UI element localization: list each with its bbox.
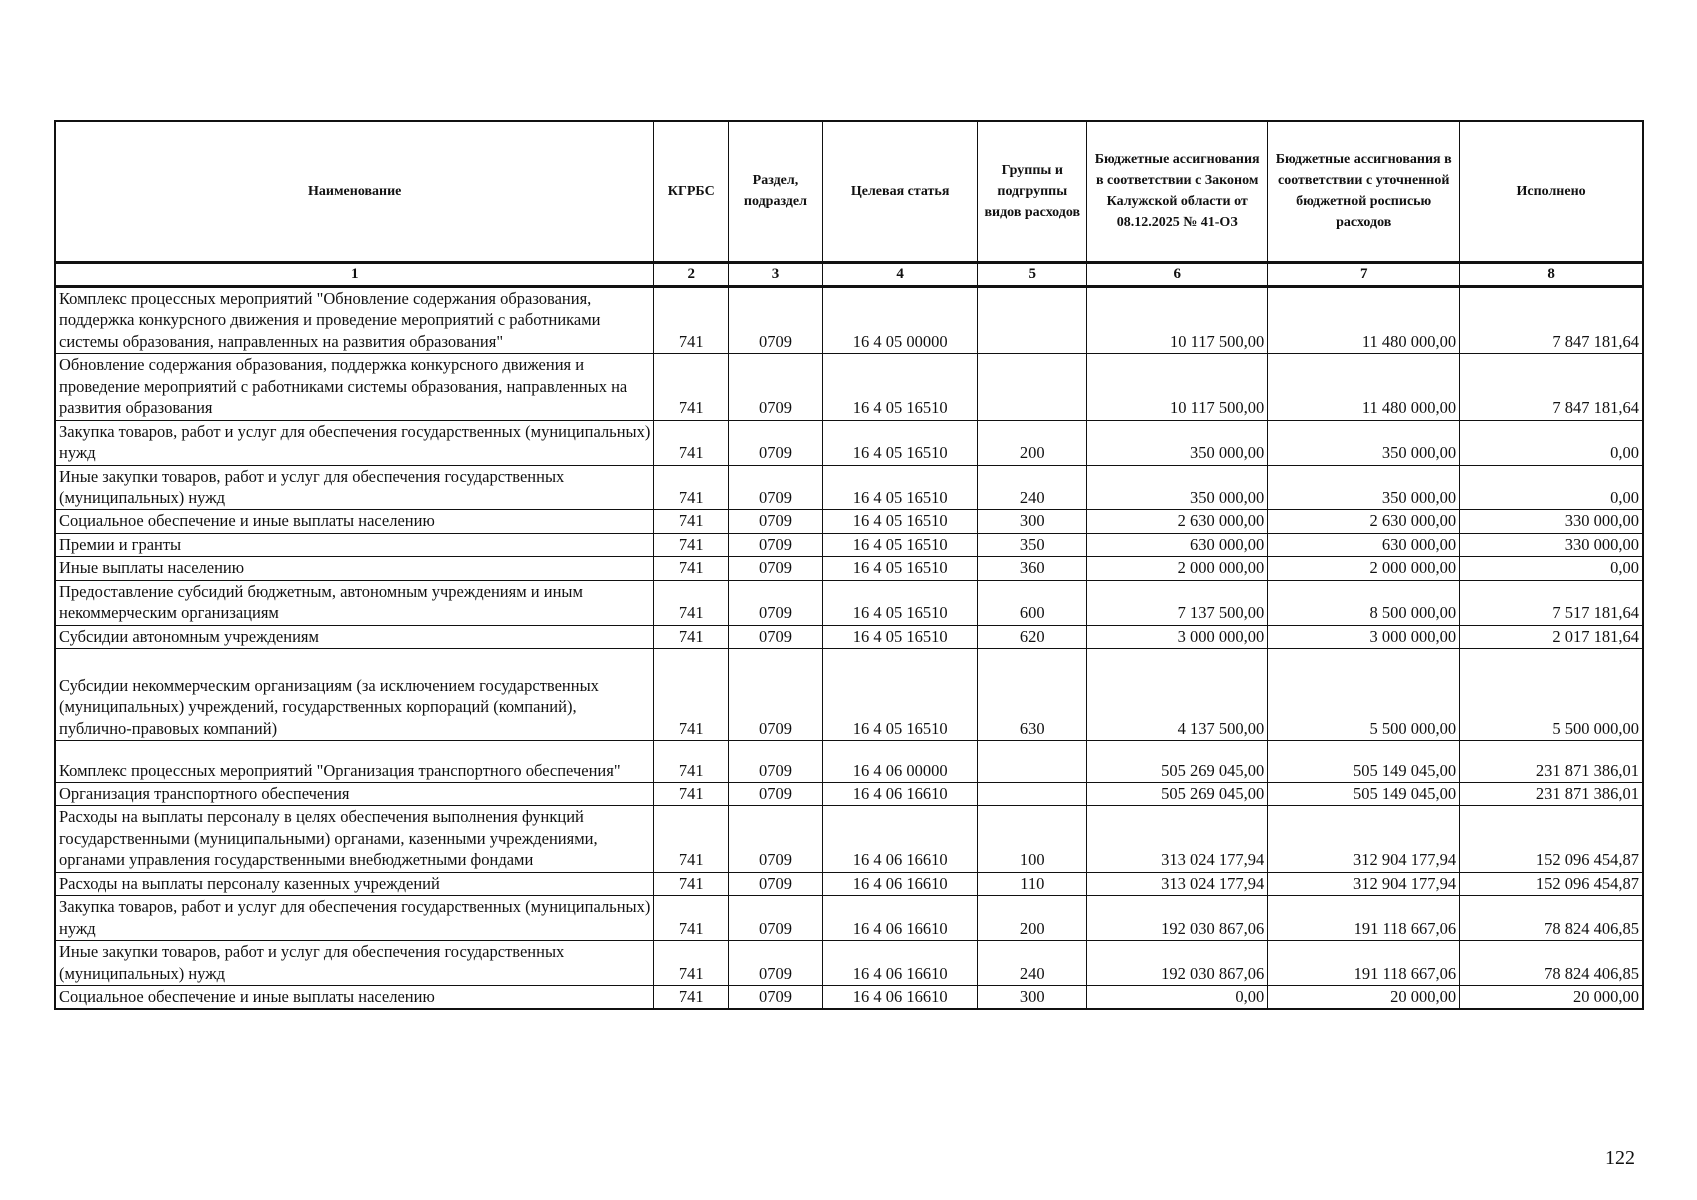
row-section: 0709 <box>729 985 823 1009</box>
row-group: 240 <box>978 465 1087 510</box>
table-row <box>55 783 1643 806</box>
row-section: 0709 <box>729 557 823 580</box>
column-number: 8 <box>1460 263 1643 287</box>
row-kgrbs: 741 <box>654 510 729 533</box>
row-law: 192 030 867,06 <box>1087 941 1268 986</box>
row-law: 2 000 000,00 <box>1087 557 1268 580</box>
row-refined: 5 500 000,00 <box>1268 649 1460 741</box>
row-section: 0709 <box>729 649 823 741</box>
row-section: 0709 <box>729 872 823 895</box>
table-row <box>55 941 1643 986</box>
row-refined: 350 000,00 <box>1268 420 1460 465</box>
row-executed: 7 517 181,64 <box>1460 580 1643 625</box>
row-law: 350 000,00 <box>1087 420 1268 465</box>
row-target: 16 4 06 16610 <box>822 941 978 986</box>
row-target: 16 4 05 16510 <box>822 420 978 465</box>
row-target: 16 4 06 16610 <box>822 806 978 872</box>
row-section: 0709 <box>729 465 823 510</box>
row-kgrbs: 741 <box>654 649 729 741</box>
row-target: 16 4 06 16610 <box>822 783 978 806</box>
row-law: 7 137 500,00 <box>1087 580 1268 625</box>
column-number: 2 <box>654 263 729 287</box>
row-name: Организация транспортного обеспечения <box>55 783 654 806</box>
row-group <box>978 287 1087 354</box>
row-section: 0709 <box>729 533 823 556</box>
table-row <box>55 557 1643 580</box>
row-law: 0,00 <box>1087 985 1268 1009</box>
table-row <box>55 510 1643 533</box>
row-section: 0709 <box>729 354 823 420</box>
row-refined: 191 118 667,06 <box>1268 896 1460 941</box>
row-executed: 231 871 386,01 <box>1460 741 1643 783</box>
table-row <box>55 465 1643 510</box>
row-section: 0709 <box>729 896 823 941</box>
row-kgrbs: 741 <box>654 896 729 941</box>
row-executed: 152 096 454,87 <box>1460 806 1643 872</box>
row-group <box>978 354 1087 420</box>
table-row <box>55 287 1643 354</box>
row-name: Премии и гранты <box>55 533 654 556</box>
row-section: 0709 <box>729 287 823 354</box>
row-group: 300 <box>978 985 1087 1009</box>
table-row <box>55 985 1643 1009</box>
row-kgrbs: 741 <box>654 465 729 510</box>
row-name: Закупка товаров, работ и услуг для обеспечения государственных (муниципальных) нужд <box>55 896 654 941</box>
row-target: 16 4 05 16510 <box>822 354 978 420</box>
row-executed: 330 000,00 <box>1460 510 1643 533</box>
row-executed: 78 824 406,85 <box>1460 896 1643 941</box>
row-target: 16 4 05 16510 <box>822 580 978 625</box>
row-law: 3 000 000,00 <box>1087 625 1268 648</box>
row-law: 350 000,00 <box>1087 465 1268 510</box>
row-executed: 20 000,00 <box>1460 985 1643 1009</box>
row-group: 200 <box>978 896 1087 941</box>
header-law: Бюджетные ассигнования в соответствии с Законом Калужской области от 08.12.2025 № 41-ОЗ <box>1087 121 1268 263</box>
column-number-row <box>55 263 1643 287</box>
row-name: Закупка товаров, работ и услуг для обеспечения государственных (муниципальных) нужд <box>55 420 654 465</box>
row-law: 630 000,00 <box>1087 533 1268 556</box>
row-name: Субсидии автономным учреждениям <box>55 625 654 648</box>
row-executed: 5 500 000,00 <box>1460 649 1643 741</box>
column-number: 1 <box>55 263 654 287</box>
row-kgrbs: 741 <box>654 741 729 783</box>
row-executed: 0,00 <box>1460 420 1643 465</box>
header-groups: Группы и подгруппы видов расходов <box>978 121 1087 263</box>
column-number: 3 <box>729 263 823 287</box>
table-row <box>55 625 1643 648</box>
row-target: 16 4 05 16510 <box>822 649 978 741</box>
row-group <box>978 783 1087 806</box>
row-name: Комплекс процессных мероприятий "Обновление содержания образования, поддержка конкурсного движения и проведение мероприятий с работниками системы образования, направленных на развития образования" <box>55 287 654 354</box>
row-name: Расходы на выплаты персоналу в целях обеспечения выполнения функций государственными (муниципальными) органами, казенными учреждениями, органами управления государственными внебюджетными фондами <box>55 806 654 872</box>
row-target: 16 4 06 16610 <box>822 872 978 895</box>
row-kgrbs: 741 <box>654 985 729 1009</box>
row-target: 16 4 05 16510 <box>822 465 978 510</box>
row-law: 2 630 000,00 <box>1087 510 1268 533</box>
row-executed: 7 847 181,64 <box>1460 287 1643 354</box>
row-group: 100 <box>978 806 1087 872</box>
row-section: 0709 <box>729 783 823 806</box>
row-kgrbs: 741 <box>654 625 729 648</box>
row-target: 16 4 05 16510 <box>822 510 978 533</box>
row-kgrbs: 741 <box>654 420 729 465</box>
table-row <box>55 580 1643 625</box>
row-executed: 0,00 <box>1460 557 1643 580</box>
row-executed: 152 096 454,87 <box>1460 872 1643 895</box>
row-kgrbs: 741 <box>654 287 729 354</box>
row-law: 192 030 867,06 <box>1087 896 1268 941</box>
row-refined: 505 149 045,00 <box>1268 783 1460 806</box>
row-kgrbs: 741 <box>654 533 729 556</box>
row-refined: 312 904 177,94 <box>1268 872 1460 895</box>
row-refined: 191 118 667,06 <box>1268 941 1460 986</box>
row-kgrbs: 741 <box>654 580 729 625</box>
row-kgrbs: 741 <box>654 557 729 580</box>
row-refined: 3 000 000,00 <box>1268 625 1460 648</box>
header-section: Раздел, подраздел <box>729 121 823 263</box>
row-kgrbs: 741 <box>654 941 729 986</box>
row-name: Обновление содержания образования, поддержка конкурсного движения и проведение мероприятий с работниками системы образования, направленных на развития образования <box>55 354 654 420</box>
row-group: 360 <box>978 557 1087 580</box>
row-name: Иные закупки товаров, работ и услуг для обеспечения государственных (муниципальных) нужд <box>55 465 654 510</box>
row-section: 0709 <box>729 741 823 783</box>
row-refined: 505 149 045,00 <box>1268 741 1460 783</box>
row-refined: 8 500 000,00 <box>1268 580 1460 625</box>
page-number: 122 <box>1605 1147 1635 1169</box>
table-row <box>55 354 1643 420</box>
row-name: Социальное обеспечение и иные выплаты населению <box>55 510 654 533</box>
row-target: 16 4 05 16510 <box>822 557 978 580</box>
row-group: 620 <box>978 625 1087 648</box>
header-kgrbs: КГРБС <box>654 121 729 263</box>
table-row <box>55 741 1643 783</box>
row-kgrbs: 741 <box>654 806 729 872</box>
column-number: 7 <box>1268 263 1460 287</box>
row-law: 313 024 177,94 <box>1087 872 1268 895</box>
row-section: 0709 <box>729 941 823 986</box>
table-row <box>55 420 1643 465</box>
row-group: 300 <box>978 510 1087 533</box>
row-kgrbs: 741 <box>654 872 729 895</box>
row-section: 0709 <box>729 510 823 533</box>
header-refined: Бюджетные ассигнования в соответствии с уточненной бюджетной росписью расходов <box>1268 121 1460 263</box>
row-refined: 20 000,00 <box>1268 985 1460 1009</box>
row-target: 16 4 06 00000 <box>822 741 978 783</box>
row-refined: 2 630 000,00 <box>1268 510 1460 533</box>
budget-table <box>54 120 1644 1010</box>
row-target: 16 4 05 16510 <box>822 625 978 648</box>
row-target: 16 4 06 16610 <box>822 896 978 941</box>
column-number: 6 <box>1087 263 1268 287</box>
row-refined: 630 000,00 <box>1268 533 1460 556</box>
row-refined: 350 000,00 <box>1268 465 1460 510</box>
row-group <box>978 741 1087 783</box>
row-law: 10 117 500,00 <box>1087 354 1268 420</box>
row-law: 505 269 045,00 <box>1087 783 1268 806</box>
row-name: Иные выплаты населению <box>55 557 654 580</box>
row-executed: 7 847 181,64 <box>1460 354 1643 420</box>
row-name: Предоставление субсидий бюджетным, автономным учреждениям и иным некоммерческим организациям <box>55 580 654 625</box>
row-law: 313 024 177,94 <box>1087 806 1268 872</box>
row-law: 505 269 045,00 <box>1087 741 1268 783</box>
row-kgrbs: 741 <box>654 783 729 806</box>
header-row <box>55 121 1643 263</box>
header-executed: Исполнено <box>1460 121 1643 263</box>
row-group: 350 <box>978 533 1087 556</box>
row-name: Социальное обеспечение и иные выплаты населению <box>55 985 654 1009</box>
row-section: 0709 <box>729 420 823 465</box>
row-executed: 2 017 181,64 <box>1460 625 1643 648</box>
row-name: Расходы на выплаты персоналу казенных учреждений <box>55 872 654 895</box>
row-refined: 312 904 177,94 <box>1268 806 1460 872</box>
row-name: Субсидии некоммерческим организациям (за исключением государственных (муниципальных) учреждений, государственных корпораций (компаний), публично-правовых компаний) <box>55 649 654 741</box>
row-refined: 2 000 000,00 <box>1268 557 1460 580</box>
row-executed: 0,00 <box>1460 465 1643 510</box>
row-executed: 330 000,00 <box>1460 533 1643 556</box>
row-group: 200 <box>978 420 1087 465</box>
header-name: Наименование <box>55 121 654 263</box>
table-row <box>55 806 1643 872</box>
row-group: 240 <box>978 941 1087 986</box>
row-target: 16 4 06 16610 <box>822 985 978 1009</box>
column-number: 4 <box>822 263 978 287</box>
row-name: Комплекс процессных мероприятий "Организация транспортного обеспечения" <box>55 741 654 783</box>
row-group: 110 <box>978 872 1087 895</box>
row-executed: 231 871 386,01 <box>1460 783 1643 806</box>
row-law: 10 117 500,00 <box>1087 287 1268 354</box>
row-name: Иные закупки товаров, работ и услуг для обеспечения государственных (муниципальных) нужд <box>55 941 654 986</box>
row-section: 0709 <box>729 625 823 648</box>
table-row <box>55 872 1643 895</box>
table-row <box>55 649 1643 741</box>
row-target: 16 4 05 00000 <box>822 287 978 354</box>
row-group: 600 <box>978 580 1087 625</box>
row-group: 630 <box>978 649 1087 741</box>
row-refined: 11 480 000,00 <box>1268 354 1460 420</box>
row-refined: 11 480 000,00 <box>1268 287 1460 354</box>
table-row <box>55 896 1643 941</box>
row-law: 4 137 500,00 <box>1087 649 1268 741</box>
column-number: 5 <box>978 263 1087 287</box>
row-target: 16 4 05 16510 <box>822 533 978 556</box>
row-section: 0709 <box>729 580 823 625</box>
table-row <box>55 533 1643 556</box>
row-executed: 78 824 406,85 <box>1460 941 1643 986</box>
row-section: 0709 <box>729 806 823 872</box>
header-target: Целевая статья <box>822 121 978 263</box>
row-kgrbs: 741 <box>654 354 729 420</box>
